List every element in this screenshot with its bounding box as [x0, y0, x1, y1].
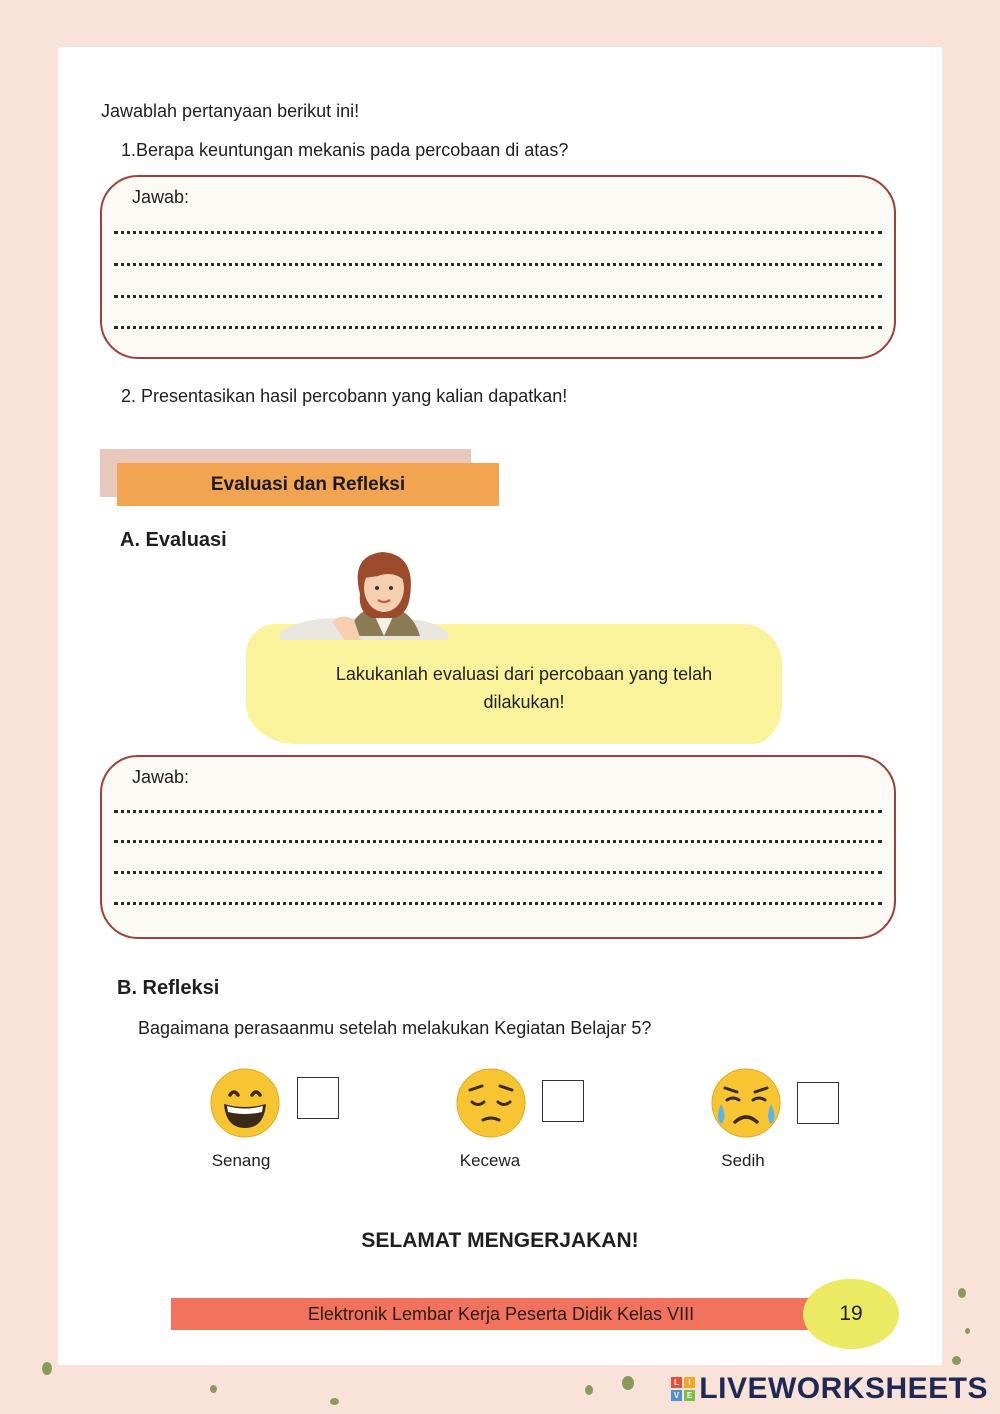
answer-box-2[interactable] [100, 755, 896, 939]
sedih-checkbox[interactable] [797, 1082, 839, 1124]
answer-line[interactable] [114, 231, 882, 234]
senang-label: Senang [211, 1151, 271, 1170]
decor-speck [952, 1356, 961, 1365]
decor-speck [585, 1385, 593, 1395]
question-1: 1.Berapa keuntungan mekanis pada percobaan di atas? [121, 140, 569, 160]
evaluasi-heading: A. Evaluasi [120, 529, 227, 551]
crying-face-icon [711, 1068, 781, 1138]
question-2: 2. Presentasikan hasil percobann yang kalian dapatkan! [121, 386, 568, 406]
bubble-text [246, 660, 802, 716]
decor-speck [622, 1376, 634, 1390]
section-title: Evaluasi dan Refleksi [117, 463, 499, 506]
instructions-text: Jawablah pertanyaan berikut ini! [101, 101, 360, 121]
footer-bar: Elektronik Lembar Kerja Peserta Didik Kelas VIII [171, 1298, 831, 1330]
answer-line[interactable] [114, 902, 882, 905]
closing-text: SELAMAT MENGERJAKAN! [361, 1229, 639, 1252]
answer-line[interactable] [114, 295, 882, 298]
decor-speck [965, 1328, 970, 1334]
page-number: 19 [803, 1279, 899, 1349]
refleksi-question: Bagaimana perasaanmu setelah melakukan Kegiatan Belajar 5? [138, 1018, 652, 1038]
kecewa-label: Kecewa [459, 1151, 521, 1170]
answer-line[interactable] [114, 326, 882, 329]
refleksi-heading: B. Refleksi [117, 977, 220, 999]
decor-speck [210, 1385, 217, 1393]
brand-name: LIVEWORKSHEETS [699, 1372, 988, 1405]
decor-speck [958, 1288, 966, 1298]
teacher-illustration [280, 548, 450, 640]
answer-line[interactable] [114, 810, 882, 813]
pensive-face-icon [456, 1068, 526, 1138]
answer-label: Jawab: [132, 187, 190, 207]
bubble-line-1: Lakukanlah evaluasi dari percobaan yang telah [335, 664, 713, 684]
answer-line[interactable] [114, 840, 882, 843]
decor-speck [330, 1398, 339, 1405]
brand-logo-icon: L I V E [671, 1377, 695, 1401]
answer-line[interactable] [114, 871, 882, 874]
decor-speck [42, 1362, 52, 1375]
grinning-face-icon [210, 1068, 280, 1138]
kecewa-checkbox[interactable] [542, 1080, 584, 1122]
bubble-line-2: dilakukan! [483, 692, 565, 712]
answer-line[interactable] [114, 263, 882, 266]
liveworksheets-brand [671, 1372, 988, 1406]
answer-label: Jawab: [132, 767, 190, 787]
senang-checkbox[interactable] [297, 1077, 339, 1119]
answer-box-1[interactable] [100, 175, 896, 359]
sedih-label: Sedih [721, 1151, 765, 1170]
